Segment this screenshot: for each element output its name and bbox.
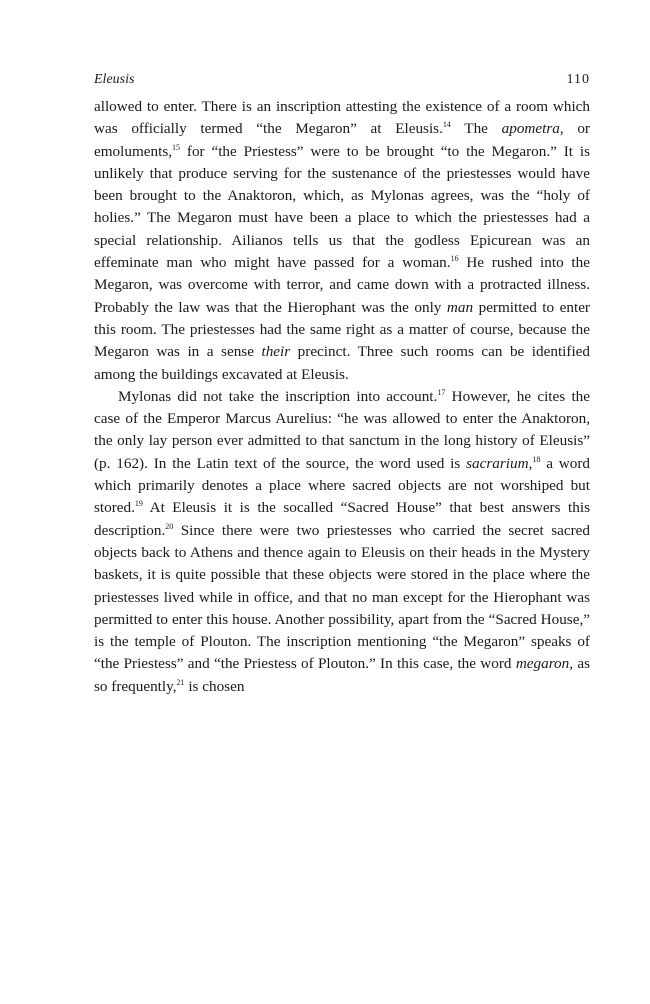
footnote-marker: 14 [442,120,451,130]
text-run: The [450,120,502,138]
emphasis-text: man [446,298,474,316]
text-run: a word which primarily denotes a place where sacred objects are not worshiped but stored. [94,454,590,517]
paragraph [94,386,590,698]
footnote-marker: 20 [165,521,174,531]
text-run: At Eleusis it is the socalled “Sacred House” that best answers this description. [94,499,590,539]
footnote-marker: 19 [134,499,143,509]
footnote-marker: 16 [450,254,459,264]
emphasis-text: apometra [501,120,560,138]
footnote-marker: 21 [176,677,185,687]
text-run: Mylonas did not take the inscription into account. [118,387,438,405]
footnote-marker: 17 [437,387,446,397]
text-run: allowed to enter. There is an inscription attesting the existence of a room which was officially termed “the Megaron” at Eleusis. [94,98,590,138]
text-run: , or emoluments, [94,120,590,160]
text-run: as so frequently, [94,655,590,695]
text-run: However, he cites the case of the Emperor Marcus Aurelius: “he was allowed to enter the Anaktoron, the only lay person ever admitted to that sanctum in the long history of Eleusis” (p. 162). In the Latin text of the source, the word used is [94,387,591,472]
body-text [94,96,590,698]
page [94,72,590,698]
footnote-marker: 15 [172,142,181,152]
paragraph [94,96,590,386]
footnote-marker: 18 [532,454,541,464]
emphasis-text: their [261,343,291,361]
text-run: He rushed into the Megaron, was overcome with terror, and came down with a protracted illness. Probably the law was that the Hierophant was the only [94,254,590,316]
running-head-title: Eleusis [94,72,135,87]
text-run: permitted to enter this room. The priestesses had the same right as a matter of course, because the Megaron was in a sense [94,298,590,361]
text-run: , [528,454,533,472]
running-head [94,72,590,96]
text-run: is chosen [184,677,245,695]
text-run: Since there were two priestesses who carried the secret sacred objects back to Athens and thence again to Eleusis on their heads in the Mystery baskets, it is quite possible that these objects were stored in the place where the priestesses lived while in office, and that no man except for the Hierophant was permitted to enter this house. Another possibility, apart from the “Sacred House,” is the temple of Plouton. The inscription mentioning “the Megaron” speaks of “the Priestess” and “the Priestess of Plouton.” In this case, the word [94,521,590,673]
text-run: precinct. Three such rooms can be identified among the buildings excavated at Eleusis. [94,343,590,383]
emphasis-text: megaron, [515,655,574,673]
emphasis-text: sacrarium [466,454,529,472]
text-run: for “the Priestess” were to be brought “to the Megaron.” It is unlikely that produce serving for the sustenance of the priestesses would have been brought to the Anaktoron, which, as Mylonas agrees, was the “holy of holies.” The Megaron must have been a place to which the priestesses had a special relationship. Ailianos tells us that the godless Epicurean was an effeminate man who might have passed for a woman. [94,142,590,272]
page-number: 110 [566,72,590,87]
